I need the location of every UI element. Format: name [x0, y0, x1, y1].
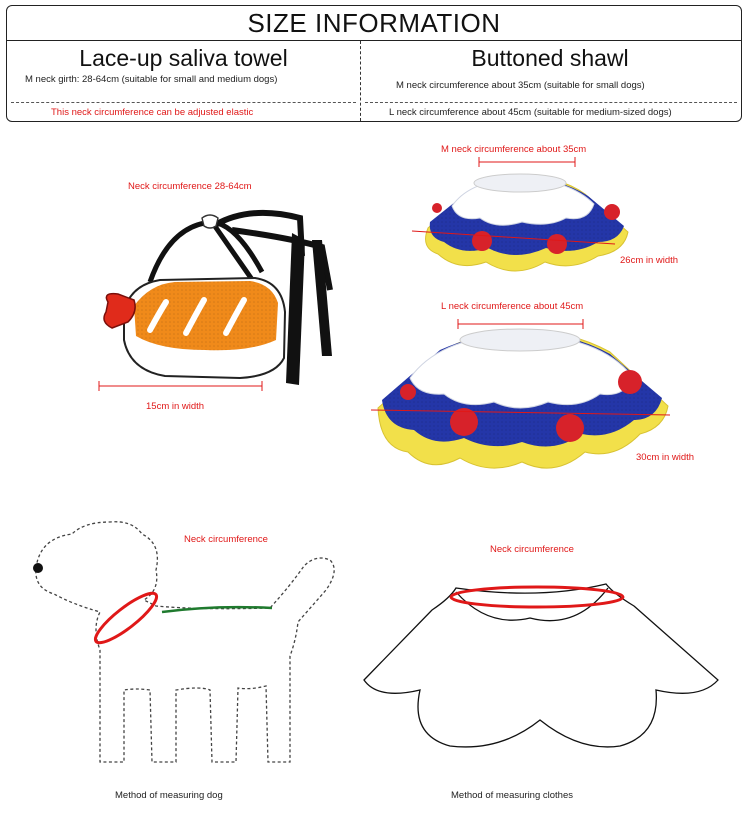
lace-up-adjustable-note: This neck circumference can be adjusted elastic: [51, 107, 254, 118]
shawl-m-neck-label: M neck circumference about 35cm: [441, 144, 587, 155]
shawl-l-neck-label: L neck circumference about 45cm: [441, 301, 584, 312]
shawl-m-product-image: [426, 174, 628, 271]
towel-width-label: 15cm in width: [146, 401, 205, 412]
clothes-neck-label: Neck circumference: [490, 544, 574, 555]
table-title: SIZE INFORMATION: [7, 6, 741, 41]
clothes-diagram-caption: Method of measuring clothes: [451, 790, 573, 801]
buttoned-heading: Buttoned shawl: [471, 44, 629, 71]
towel-neck-label: Neck circumference 28-64cm: [128, 181, 252, 192]
buttoned-l-size-row: L neck circumference about 45cm (suitable for medium-sized dogs): [389, 107, 672, 118]
dog-nose-icon: [33, 563, 43, 573]
towel-product-image: [104, 213, 332, 385]
dog-neck-label: Neck circumference: [184, 534, 268, 545]
lace-up-heading: Lace-up saliva towel: [79, 44, 288, 71]
dog-neck-measure-ring: [90, 587, 162, 650]
buttoned-m-size-row: M neck circumference about 35cm (suitable for small dogs): [396, 80, 645, 91]
shawl-l-width-label: 30cm in width: [636, 452, 695, 463]
shawl-m-width-label: 26cm in width: [620, 255, 679, 266]
dog-diagram-caption: Method of measuring dog: [115, 790, 223, 801]
lace-up-size-row: M neck girth: 28-64cm (suitable for small and medium dogs): [25, 74, 278, 85]
dog-diagram: [36, 522, 334, 762]
shawl-l-product-image: [378, 329, 668, 468]
